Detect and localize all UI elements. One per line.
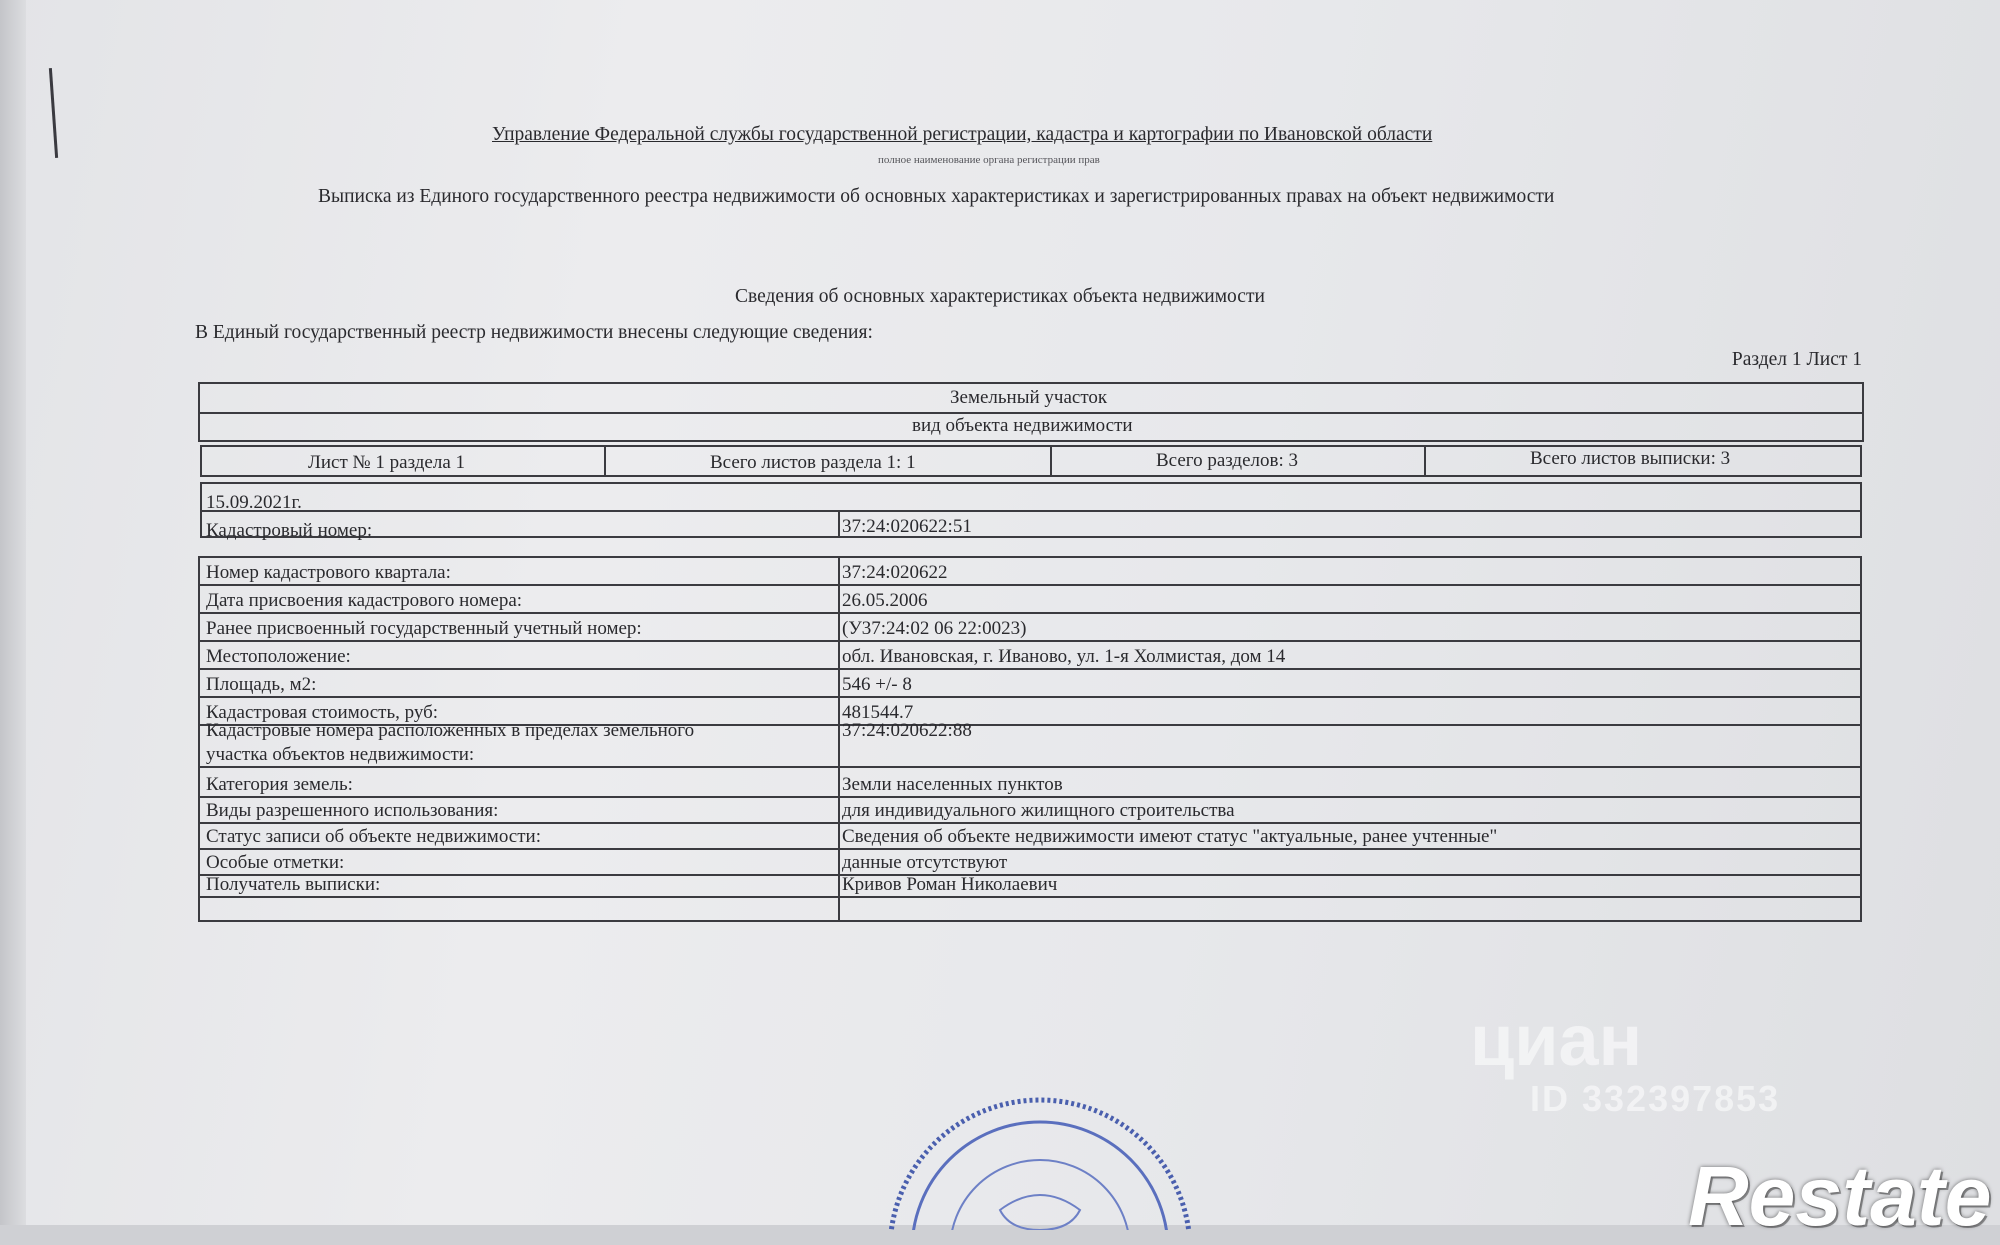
extract-date: 15.09.2021г. <box>206 492 302 513</box>
restate-logo: Restate <box>1688 1149 1992 1243</box>
row-value: для индивидуального жилищного строительства <box>842 800 1235 822</box>
table-row <box>200 586 1860 614</box>
row-label: Кадастровые номера расположенных в пределах земельного <box>206 720 695 742</box>
object-type: Земельный участок <box>950 387 1108 408</box>
cadastral-vdivider <box>838 510 840 538</box>
row-label: Получатель выписки: <box>206 874 381 896</box>
row-label: Статус записи об объекте недвижимости: <box>206 826 541 848</box>
row-value: Земли населенных пунктов <box>842 774 1063 796</box>
row-value: данные отсутствуют <box>842 852 1008 874</box>
table-row <box>200 614 1860 642</box>
sheet-number: Лист № 1 раздела 1 <box>308 452 466 473</box>
cian-watermark-id: ID 332397853 <box>1530 1078 1781 1119</box>
row-label: Дата присвоения кадастрового номера: <box>206 590 523 612</box>
cadastral-label: Кадастровый номер: <box>206 520 373 541</box>
total-sheets-section: Всего листов раздела 1: 1 <box>710 452 916 473</box>
organization-name: Управление Федеральной службы государственной регистрации, кадастра и картографии по Ивановской области <box>492 124 1433 145</box>
row-value: Кривов Роман Николаевич <box>842 874 1058 896</box>
object-type-divider <box>198 412 1864 414</box>
table-row <box>200 768 1860 798</box>
row-label: Местоположение: <box>206 646 351 668</box>
cadastral-divider <box>200 510 1862 512</box>
row-value: Сведения об объекте недвижимости имеют статус "актуальные, ранее учтенные" <box>842 826 1498 848</box>
object-type-caption: вид объекта недвижимости <box>912 415 1133 436</box>
info-title: Сведения об основных характеристиках объекта недвижимости <box>735 286 1265 307</box>
table-row <box>200 798 1860 824</box>
info-intro: В Единый государственный реестр недвижимости внесены следующие сведения: <box>195 322 873 343</box>
sheets-divider-1 <box>604 445 606 477</box>
cadastral-value: 37:24:020622:51 <box>842 516 972 537</box>
table-row <box>200 642 1860 670</box>
table-row <box>200 556 1860 586</box>
row-label: Особые отметки: <box>206 852 345 874</box>
sheets-divider-2 <box>1050 445 1052 477</box>
row-value: 26.05.2006 <box>842 590 928 612</box>
table-row <box>200 876 1860 898</box>
sheets-divider-3 <box>1424 445 1426 477</box>
cian-watermark: циан <box>1470 1001 1643 1081</box>
row-label: Площадь, м2: <box>206 674 317 696</box>
row-value: 546 +/- 8 <box>842 674 912 696</box>
row-value: 37:24:020622 <box>842 562 948 584</box>
row-label: Категория земель: <box>206 774 353 796</box>
page-left-edge <box>0 0 26 1225</box>
row-value: 37:24:020622:88 <box>842 720 972 742</box>
row-value: 481544.7 <box>842 702 914 724</box>
row-label: Кадастровая стоимость, руб: <box>206 702 439 724</box>
row-label: Номер кадастрового квартала: <box>206 562 451 584</box>
total-sheets-extract: Всего листов выписки: 3 <box>1530 448 1731 469</box>
extract-title: Выписка из Единого государственного реестра недвижимости об основных характеристиках и зарегистрированных правах на объект недвижимости <box>318 186 1555 207</box>
row-label: Ранее присвоенный государственный учетный номер: <box>206 618 642 640</box>
official-seal <box>880 1080 1200 1230</box>
section-label: Раздел 1 Лист 1 <box>1731 349 1862 370</box>
total-sections: Всего разделов: 3 <box>1156 450 1299 471</box>
row-label-continued: участка объектов недвижимости: <box>206 744 475 766</box>
organization-caption: полное наименование органа регистрации прав <box>878 154 1100 166</box>
table-row <box>200 824 1860 850</box>
table-row <box>200 720 1860 768</box>
table-row <box>200 850 1860 876</box>
row-label: Виды разрешенного использования: <box>206 800 499 822</box>
row-value: обл. Ивановская, г. Иваново, ул. 1-я Холмистая, дом 14 <box>842 646 1286 668</box>
row-value: (У37:24:02 06 22:0023) <box>842 618 1027 640</box>
table-row <box>200 670 1860 698</box>
